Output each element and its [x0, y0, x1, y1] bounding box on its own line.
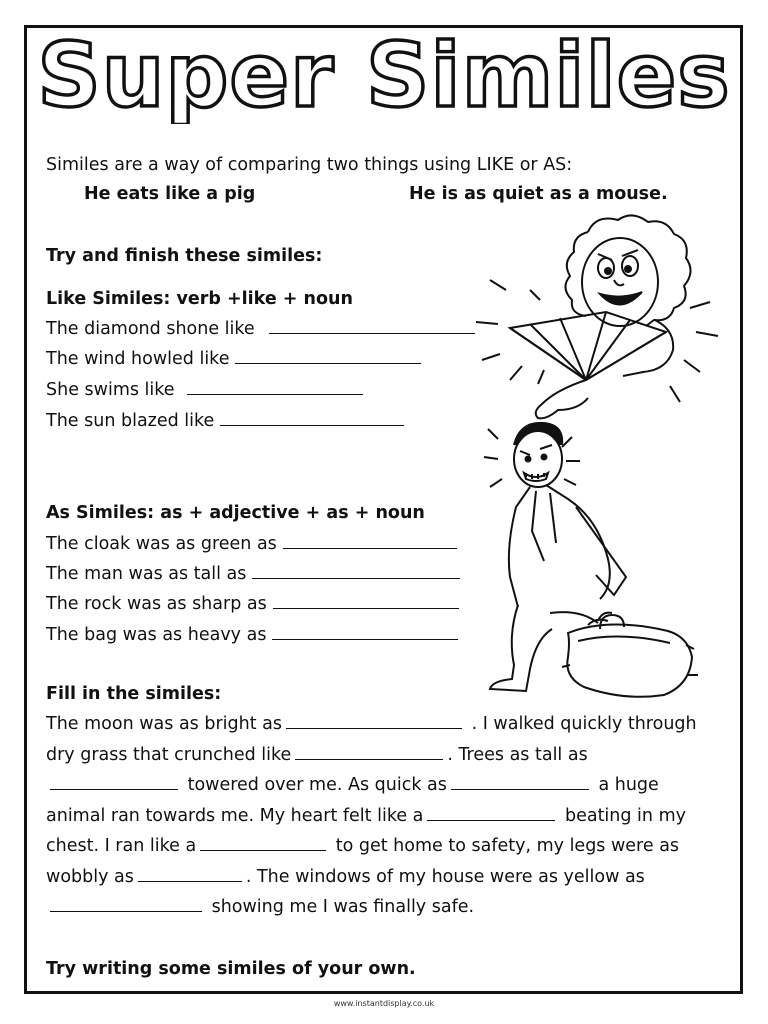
fill-similes-heading: Fill in the similes:: [46, 684, 222, 704]
example-as: He is as quiet as a mouse.: [409, 184, 668, 204]
like-simile-item: She swims like: [46, 379, 363, 401]
answer-blank[interactable]: [427, 805, 555, 821]
answer-blank[interactable]: [252, 563, 460, 579]
answer-blank[interactable]: [451, 774, 589, 790]
answer-blank[interactable]: [200, 835, 326, 851]
answer-blank[interactable]: [187, 379, 363, 395]
answer-blank[interactable]: [220, 410, 404, 426]
answer-blank[interactable]: [295, 744, 443, 760]
answer-blank[interactable]: [269, 318, 475, 334]
as-simile-item: The rock was as sharp as: [46, 593, 459, 615]
man-suitcase-illustration: [480, 415, 705, 700]
as-simile-item: The cloak was as green as: [46, 533, 457, 555]
fill-in-paragraph: The moon was as bright as . I walked quickly through dry grass that crunched like . Trees as tall as towered over me. As quick as a huge animal ran towards me. My heart felt like a beating in my chest. I ran like a to get home to safety, my legs were as wobbly as . The windows of my house were as yellow as showing me I was finally safe.: [46, 714, 697, 917]
example-like: He eats like a pig: [84, 184, 256, 204]
answer-blank[interactable]: [286, 713, 462, 729]
closing-instruction: Try writing some similes of your own.: [46, 959, 416, 979]
instruction-heading: Try and finish these similes:: [46, 246, 323, 266]
as-simile-item: The bag was as heavy as: [46, 624, 458, 646]
page-title: [0, 24, 768, 124]
footer-url: www.instantdisplay.co.uk: [333, 999, 435, 1008]
answer-blank[interactable]: [235, 348, 421, 364]
intro-text: Similes are a way of comparing two things using LIKE or AS:: [46, 155, 573, 175]
answer-blank[interactable]: [50, 896, 202, 912]
like-similes-heading: Like Similes: verb +like + noun: [46, 289, 353, 309]
answer-blank[interactable]: [283, 533, 457, 549]
answer-blank[interactable]: [50, 774, 178, 790]
like-simile-item: The diamond shone like: [46, 318, 475, 340]
as-simile-item: The man was as tall as: [46, 563, 460, 585]
like-simile-item: The sun blazed like: [46, 410, 404, 432]
woman-diamond-illustration: [470, 210, 730, 425]
answer-blank[interactable]: [272, 624, 458, 640]
title-text: Super Similes: [37, 24, 731, 124]
answer-blank[interactable]: [273, 593, 459, 609]
like-simile-item: The wind howled like: [46, 348, 421, 370]
answer-blank[interactable]: [138, 866, 242, 882]
as-similes-heading: As Similes: as + adjective + as + noun: [46, 503, 425, 523]
